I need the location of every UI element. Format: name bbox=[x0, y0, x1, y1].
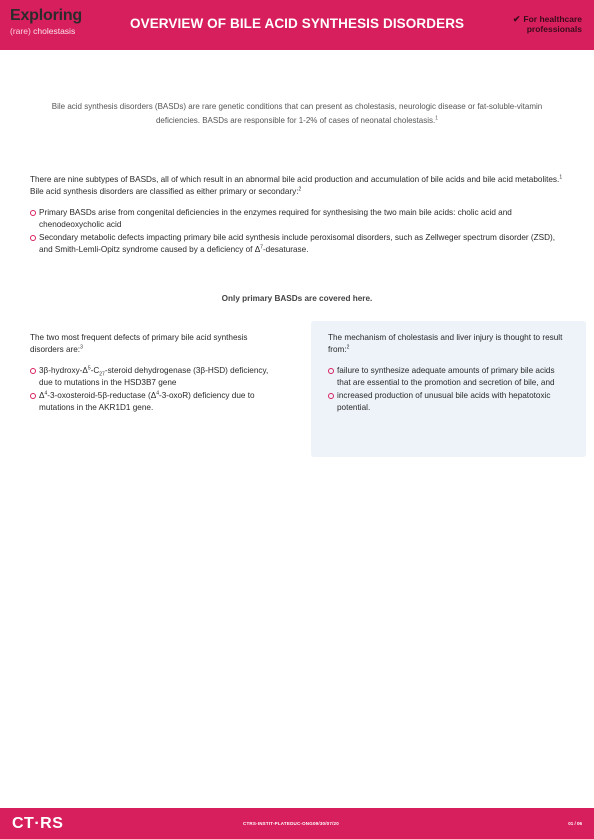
defects-intro bbox=[30, 332, 270, 355]
bullet2-sup: 7 bbox=[260, 243, 263, 250]
list-item: increased production of unusual bile acids with hepatotoxic potential. bbox=[328, 390, 569, 413]
intro-text: Bile acid synthesis disorders (BASDs) are rare genetic conditions that can present as cholestasis, neurologic disease or fat-soluble-vitamin deficiencies. BASDs are responsible for 1-2% of cases of neonatal cholestasis. bbox=[51, 102, 543, 125]
page-number: 01 / 06 bbox=[568, 821, 582, 826]
defect2-a: Δ bbox=[39, 391, 45, 400]
header-bar bbox=[0, 0, 594, 50]
mechanism-intro-text: The mechanism of cholestasis and liver injury is thought to result from: bbox=[328, 333, 563, 354]
defect2-b: -3-oxosteroid-5β-reductase (Δ bbox=[47, 391, 157, 400]
logo-subtitle bbox=[10, 25, 82, 37]
defect1-b: -C bbox=[90, 366, 100, 375]
subtypes-paragraph-2 bbox=[30, 186, 570, 198]
mechanism-panel bbox=[311, 321, 586, 457]
mechanism-list bbox=[328, 365, 569, 413]
list-item: Primary BASDs arise from congenital deficiencies in the enzymes required for synthesising the two main bile acids: cholic acid and chenodeoxycholic acid bbox=[30, 207, 570, 230]
page-title: OVERVIEW OF BILE ACID SYNTHESIS DISORDERS bbox=[130, 16, 465, 31]
subtypes-p2-ref: 2 bbox=[298, 185, 302, 192]
check-icon: ✔ bbox=[512, 14, 521, 24]
audience-line2: professionals bbox=[526, 24, 582, 34]
audience-line1: For healthcare bbox=[523, 14, 582, 24]
mechanism-intro-ref: 2 bbox=[346, 343, 350, 350]
classification-list bbox=[30, 207, 570, 255]
exploring-cholestasis-logo[interactable] bbox=[10, 8, 82, 37]
subtypes-paragraph-1 bbox=[30, 174, 570, 186]
bullet2-text-b: -desaturase. bbox=[262, 244, 309, 254]
mechanism-intro bbox=[328, 332, 569, 355]
list-item bbox=[30, 365, 270, 388]
defect1-a: 3β-hydroxy-Δ bbox=[39, 366, 88, 375]
intro-paragraph bbox=[40, 100, 554, 128]
subtypes-p2-text: Bile acid synthesis disorders are classified as either primary or secondary: bbox=[30, 186, 299, 196]
only-primary-note: Only primary BASDs are covered here. bbox=[221, 294, 373, 303]
defects-intro-ref: 3 bbox=[80, 343, 83, 350]
logo-title: Exploring bbox=[10, 7, 82, 24]
bullet2-text-a: Secondary metabolic defects impacting primary bile acid synthesis include peroxisomal disorders, such as Zellweger spectrum disorder (ZSD), and Smith-Lemli-Opitz syndrome caused by a deficiency of Δ bbox=[39, 233, 556, 254]
logo-sub-rest: cholestasis bbox=[30, 26, 76, 36]
logo-sub-rare: (rare) bbox=[10, 26, 31, 36]
defects-list bbox=[30, 365, 270, 413]
list-item bbox=[30, 232, 570, 255]
defect2-sup2: 4 bbox=[156, 390, 159, 397]
intro-ref: 1 bbox=[435, 115, 439, 122]
defects-column bbox=[30, 332, 270, 415]
defects-intro-text: The two most frequent defects of primary bile acid synthesis disorders are: bbox=[30, 333, 248, 354]
defect2-sup1: 4 bbox=[44, 390, 48, 397]
defect1-sup: 5 bbox=[87, 365, 91, 372]
subtypes-p1-ref: 1 bbox=[559, 174, 563, 181]
audience-badge bbox=[513, 14, 582, 34]
document-code: CTRS-INSTIT-PLATEDUC-ONG09/30/07/20 bbox=[243, 821, 339, 826]
footer-bar bbox=[0, 808, 594, 839]
ctrs-logo[interactable]: CT·RS bbox=[12, 815, 64, 832]
list-item: failure to synthesize adequate amounts of primary bile acids that are essential to the promotion and secretion of bile, and bbox=[328, 365, 569, 388]
subtypes-p1-text: There are nine subtypes of BASDs, all of which result in an abnormal bile acid production and accumulation of bile acids and bile acid metabolites. bbox=[30, 175, 560, 184]
defect1-sub: 27 bbox=[99, 371, 105, 378]
defect1-c: -steroid dehydrogenase (3β-HSD) deficiency, due to mutations in the HSD3B7 gene bbox=[39, 366, 269, 387]
defect2-c: -3-oxoR) deficiency due to mutations in the AKR1D1 gene. bbox=[39, 391, 255, 412]
subtypes-section bbox=[30, 174, 570, 257]
list-item bbox=[30, 390, 270, 413]
